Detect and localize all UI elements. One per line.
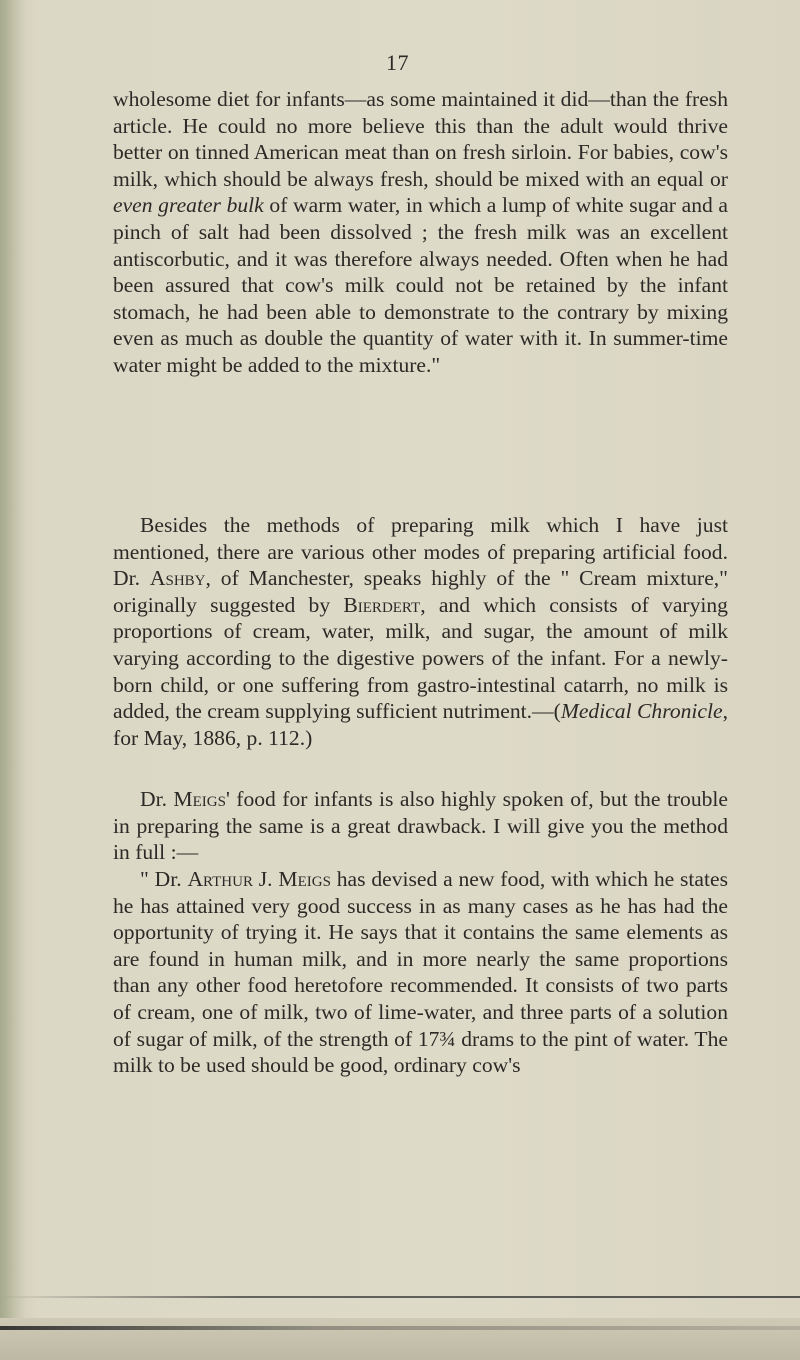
paragraph-quote-continuation [113, 86, 728, 379]
page-edge-line [0, 1296, 800, 1298]
paragraph-2-part-a: Besides the methods of preparing milk which I have just mentioned, there are various other modes of preparing artificial food. Dr. [113, 513, 728, 591]
paragraph-4-part-b: has devised a new food, with which he states he has attained very good success in as many cases as he has had the opportunity of trying it. He says that it contains the same elements as are found in human milk, and in more nearly the same proportions than any other food heretofore recommended. It consists of two parts of cream, one of milk, two of lime-water, and three parts of a solution of sugar of milk, of the strength of 17¾ drams to the pint of water. The milk to be used should be good, ordinary cow's [113, 867, 728, 1078]
page-edge-line-2 [0, 1326, 800, 1330]
paragraph-1-text: wholesome diet for infants—as some maintained it did—than the fresh article. He could no more believe this than the adult would thrive better on tinned American meat than on fresh sirloin. For babies, cow's milk, which should be always fresh, should be mixed with an equal or [113, 87, 728, 191]
paragraph-meigs-quote [113, 866, 728, 1079]
name-meigs: Meigs [173, 787, 226, 811]
paragraph-2-part-b: , of Manchester, speaks highly of the " Cream mixture," originally suggested by [113, 566, 728, 617]
name-bierdert: Bierdert [343, 592, 421, 617]
name-arthur-j-meigs: Arthur J. Meigs [187, 867, 331, 891]
paragraph-3-part-b: ' food for infants is also highly spoken of, but the trouble in preparing the same is a great drawback. I will give you the method in full :— [113, 787, 728, 865]
emphasis-greater-bulk: even greater bulk [113, 193, 264, 218]
page-bottom-shadow [0, 1318, 800, 1360]
paragraph-2-part-d: , for May, 1886, p. 112.) [113, 699, 728, 750]
paragraph-cream-mixture [113, 512, 728, 751]
paragraph-3-part-a: Dr. [140, 787, 167, 811]
page-gutter [0, 0, 26, 1360]
name-ashby: Ashby [149, 566, 206, 591]
paragraph-meigs-food [113, 786, 728, 866]
paragraph-2-part-c: , and which consists of varying proportions of cream, water, milk, and sugar, the amount of milk varying according to the digestive powers of the infant. For a newly-born child, or one suffering from gastro-intestinal catarrh, no milk is added, the cream supplying sufficient nutriment.—( [113, 592, 728, 724]
paragraph-1-rest: of warm water, in which a lump of white sugar and a pinch of salt had been dissolved ; the fresh milk was an excellent antiscorbutic, and it was therefore always needed. Often when he had been assured that cow's milk could not be retained by the infant stomach, he had been able to demonstrate to the contrary by mixing even as much as double the quantity of water with it. In summer-time water might be added to the mixture." [113, 193, 729, 377]
citation-medical-chronicle: Medical Chronicle [560, 699, 723, 724]
paragraph-4-part-a: " Dr. [140, 867, 182, 891]
page-number: 17 [386, 50, 409, 75]
